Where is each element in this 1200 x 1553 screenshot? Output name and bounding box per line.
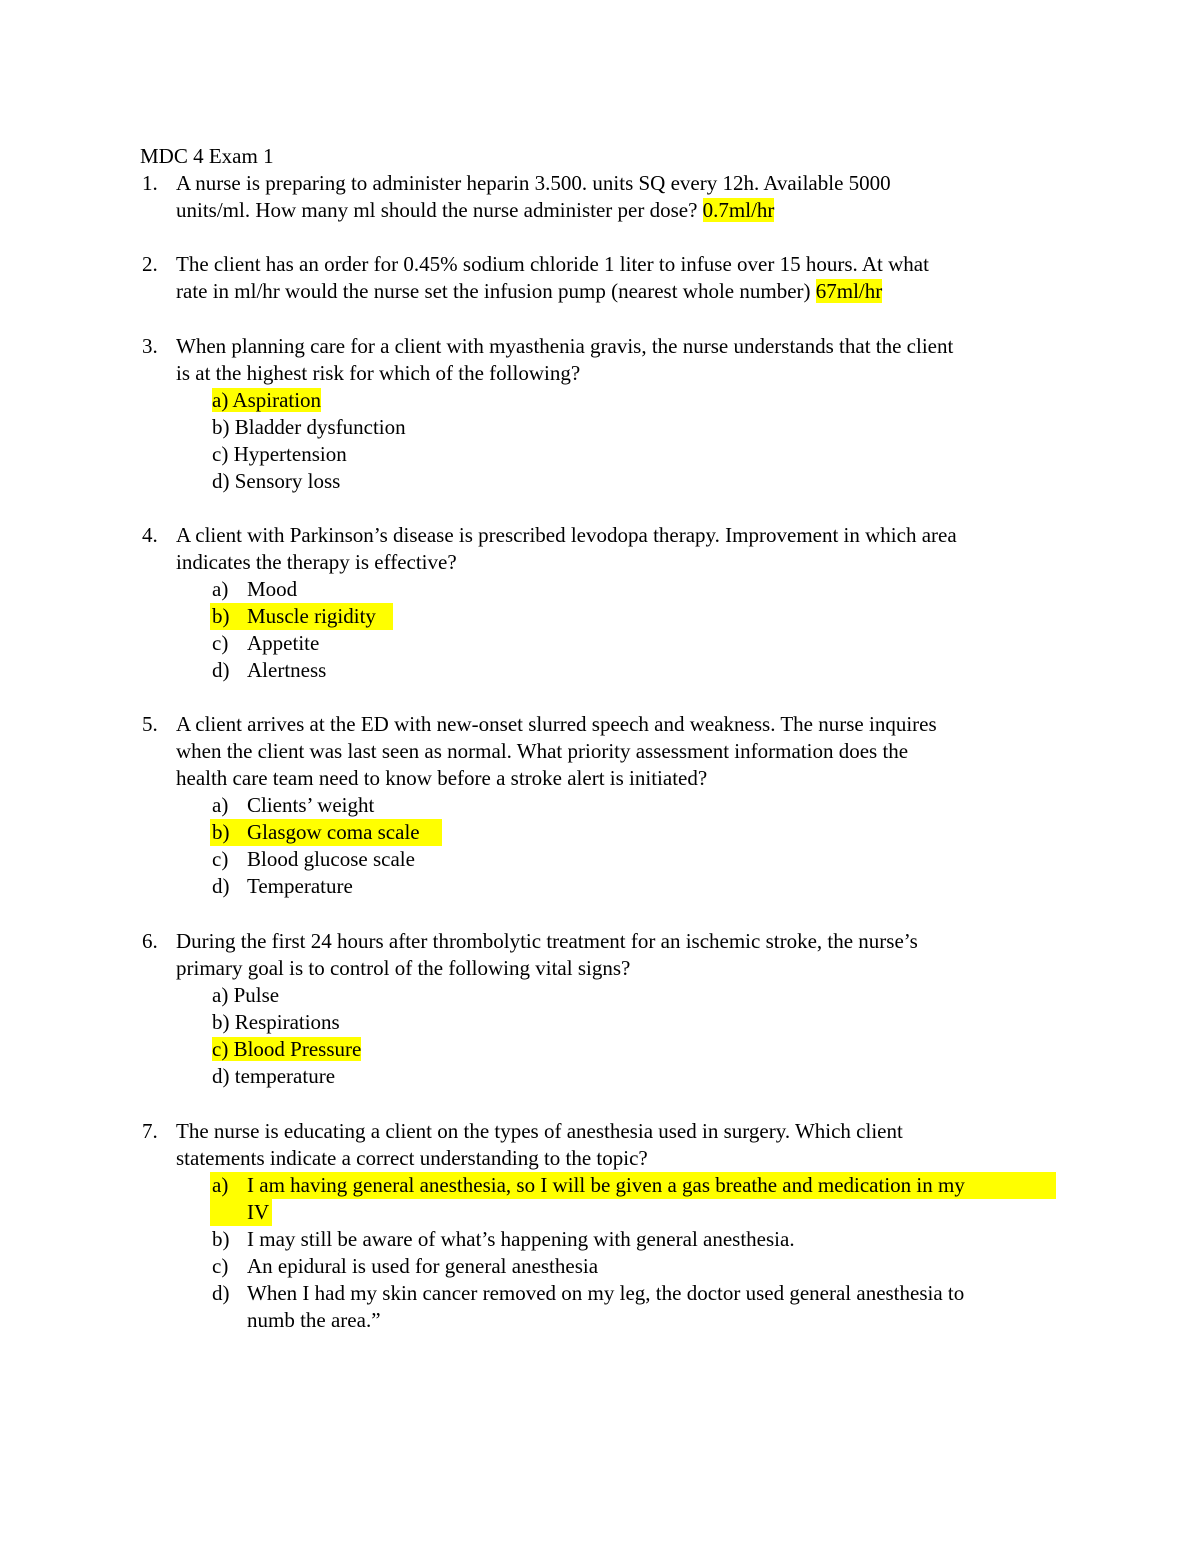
question-text-line: health care team need to know before a stroke alert is initiated? xyxy=(176,766,708,790)
answer-option-b: Glasgow coma scale xyxy=(247,820,420,844)
answer-option-c xyxy=(212,1036,361,1063)
question-text-line: The client has an order for 0.45% sodium chloride 1 liter to infuse over 15 hours. At what xyxy=(176,252,929,276)
answer-option-letter: a) xyxy=(212,793,229,817)
question-text-line: When planning care for a client with myasthenia gravis, the nurse understands that the client xyxy=(176,334,954,358)
question-text-line: primary goal is to control of the following vital signs? xyxy=(176,956,631,980)
answer-option-a: Mood xyxy=(247,577,298,601)
answer-option-a: a) Pulse xyxy=(212,983,280,1007)
answer-option-c: c) Hypertension xyxy=(212,442,347,466)
answer-option-a-continued: IV xyxy=(247,1200,270,1224)
answer-option-letter: a) xyxy=(212,577,229,601)
answer-option-letter: b) xyxy=(212,604,230,628)
question-text-line: statements indicate a correct understanding to the topic? xyxy=(176,1146,648,1170)
question-number: 5. xyxy=(142,712,158,736)
answer-option-letter: b) xyxy=(212,820,230,844)
answer-option-a: I am having general anesthesia, so I will be given a gas breathe and medication in my xyxy=(247,1173,965,1197)
answer-option-letter: a) xyxy=(212,1173,229,1197)
question-text-line xyxy=(176,278,882,305)
answer-option-d: d) temperature xyxy=(212,1064,336,1088)
answer-option-c: Blood glucose scale xyxy=(247,847,415,871)
question-number: 4. xyxy=(142,523,158,547)
answer-option-a: Clients’ weight xyxy=(247,793,375,817)
answer-option-b: Muscle rigidity xyxy=(247,604,376,628)
answer-option-d-continued: numb the area.” xyxy=(247,1308,381,1332)
answer-option-letter: d) xyxy=(212,874,230,898)
answer-option-d: Temperature xyxy=(247,874,353,898)
answer-option-letter: d) xyxy=(212,1281,230,1305)
document-title: MDC 4 Exam 1 xyxy=(140,144,274,168)
answer-option-a xyxy=(212,387,321,414)
answer-option-b: b) Respirations xyxy=(212,1010,340,1034)
question-number: 3. xyxy=(142,334,158,358)
question-text-line: when the client was last seen as normal. What priority assessment information does the xyxy=(176,739,909,763)
answer-option-d: d) Sensory loss xyxy=(212,469,341,493)
question-number: 7. xyxy=(142,1119,158,1143)
question-text-line: During the first 24 hours after thrombolytic treatment for an ischemic stroke, the nurse’s xyxy=(176,929,918,953)
question-text-line: A client arrives at the ED with new-onset slurred speech and weakness. The nurse inquires xyxy=(176,712,937,736)
question-text-line xyxy=(176,197,774,224)
answer-option-d: When I had my skin cancer removed on my leg, the doctor used general anesthesia to xyxy=(247,1281,965,1305)
question-text: rate in ml/hr would the nurse set the infusion pump (nearest whole number) xyxy=(176,279,811,303)
answer-option-c: Appetite xyxy=(247,631,320,655)
answer-option-letter: d) xyxy=(212,658,230,682)
answer-option-b: I may still be aware of what’s happening with general anesthesia. xyxy=(247,1227,795,1251)
question-text-line: is at the highest risk for which of the following? xyxy=(176,361,581,385)
question-text: units/ml. How many ml should the nurse administer per dose? xyxy=(176,198,698,222)
question-number: 6. xyxy=(142,929,158,953)
highlighted-answer: c) Blood Pressure xyxy=(212,1037,362,1061)
highlighted-answer: 67ml/hr xyxy=(815,279,883,303)
question-number: 1. xyxy=(142,171,158,195)
question-text-line: indicates the therapy is effective? xyxy=(176,550,457,574)
question-number: 2. xyxy=(142,252,158,276)
answer-option-c: An epidural is used for general anesthesia xyxy=(247,1254,599,1278)
highlighted-answer: a) Aspiration xyxy=(212,388,322,412)
answer-option-letter: b) xyxy=(212,1227,230,1251)
answer-option-letter: c) xyxy=(212,1254,229,1278)
question-text-line: A nurse is preparing to administer heparin 3.500. units SQ every 12h. Available 5000 xyxy=(176,171,891,195)
highlighted-answer: 0.7ml/hr xyxy=(702,198,775,222)
question-text-line: The nurse is educating a client on the types of anesthesia used in surgery. Which client xyxy=(176,1119,903,1143)
question-text-line: A client with Parkinson’s disease is prescribed levodopa therapy. Improvement in which area xyxy=(176,523,957,547)
answer-option-letter: c) xyxy=(212,847,229,871)
answer-option-d: Alertness xyxy=(247,658,327,682)
answer-option-b: b) Bladder dysfunction xyxy=(212,415,406,439)
answer-option-letter: c) xyxy=(212,631,229,655)
